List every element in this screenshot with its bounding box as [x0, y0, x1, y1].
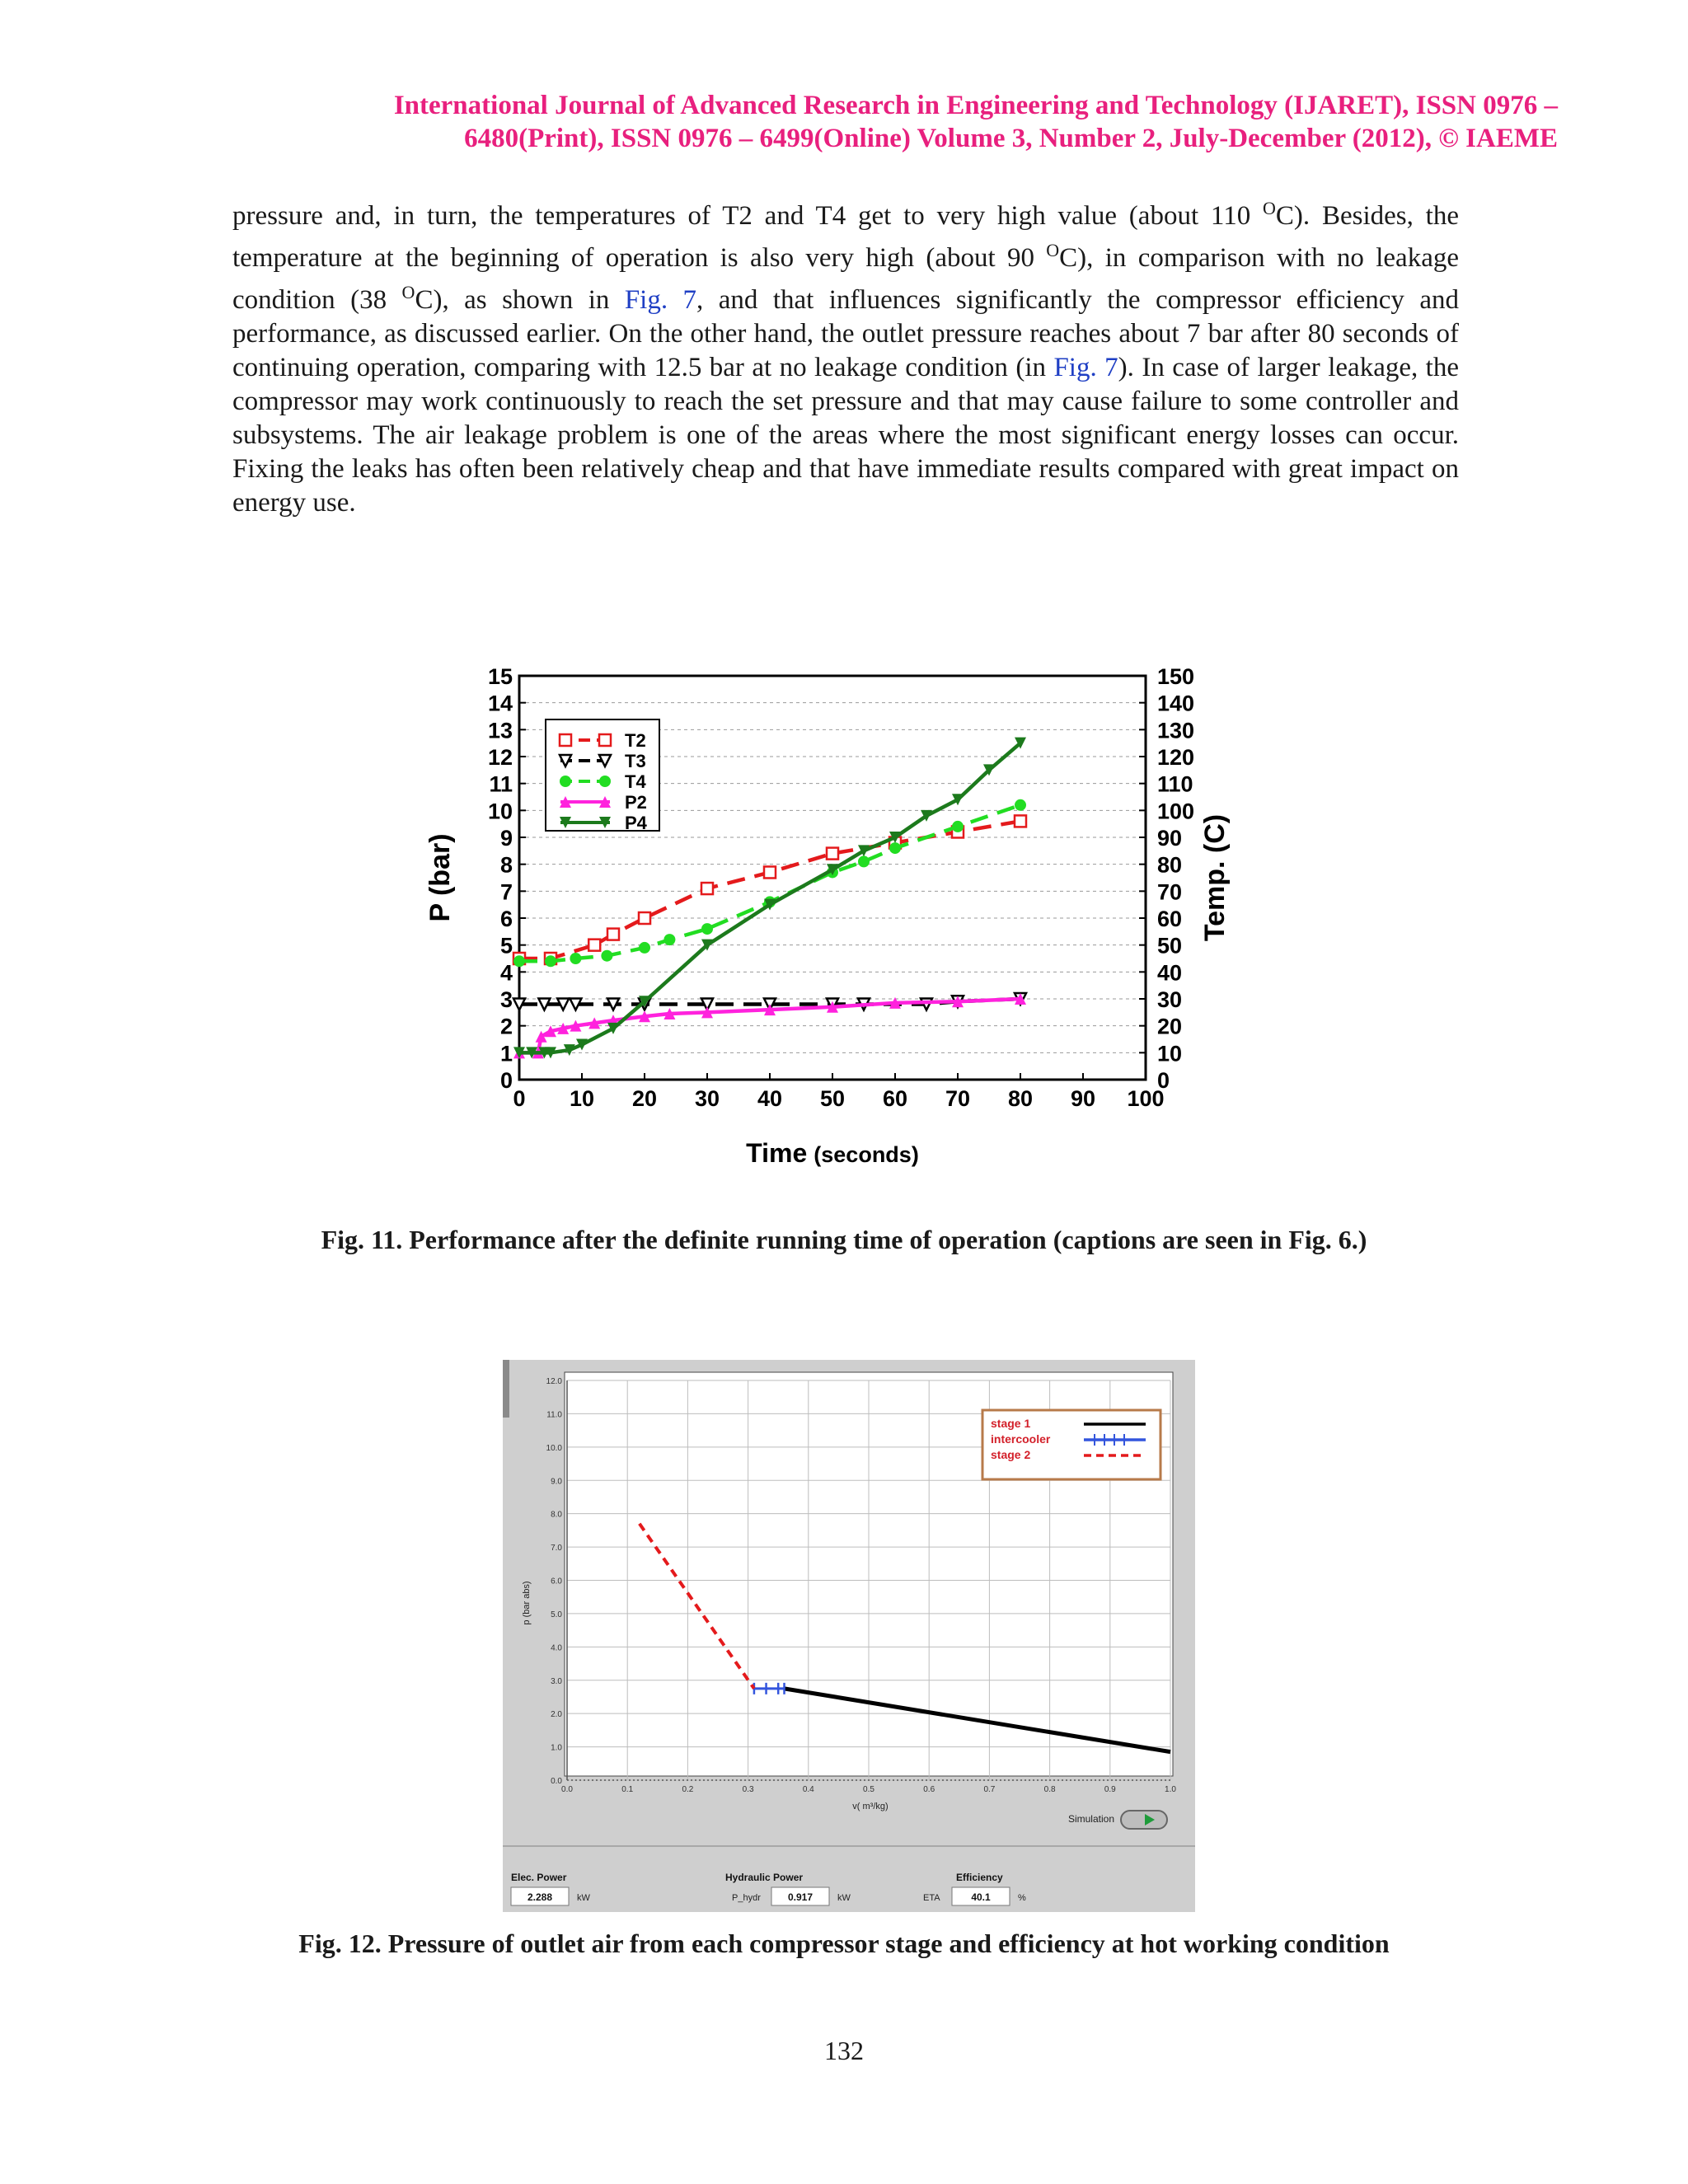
simulation-toggle-track	[1121, 1811, 1167, 1829]
legend-stage-1-label: stage 1	[991, 1417, 1031, 1430]
legend-stage-2-label: stage 2	[991, 1448, 1031, 1461]
degree-sup: O	[1263, 198, 1276, 218]
series-t2-point	[701, 883, 713, 894]
fig11-legend	[546, 719, 659, 833]
series-t4-point	[952, 821, 964, 832]
series-t4-point	[1015, 799, 1026, 811]
fig11-y2tick-label: 70	[1157, 879, 1183, 905]
fig11-y2tick-label: 100	[1157, 799, 1195, 824]
fig12-xtick-label: 0.0	[561, 1785, 573, 1794]
fig12-ytick-label: 6.0	[551, 1577, 562, 1586]
fig11-ytick-label: 13	[487, 718, 513, 743]
hydraulic-power-sub: P_hydr	[732, 1893, 761, 1903]
fig11-xtick-label: 50	[819, 1086, 846, 1111]
series-t2-point	[1015, 815, 1026, 827]
series-t4-point	[663, 934, 675, 945]
fig12-xtick-label: 0.6	[923, 1785, 935, 1794]
fig11-y2tick-label: 0	[1157, 1068, 1170, 1093]
fig11-y2tick-label: 110	[1157, 771, 1193, 797]
legend-t2-marker	[560, 734, 571, 746]
fig11-ytick-label: 5	[499, 933, 513, 958]
elec-power-unit: kW	[577, 1893, 590, 1903]
fig12-ytick-label: 11.0	[546, 1410, 562, 1420]
fig11-ytick-label: 10	[487, 799, 513, 824]
fig11-xtick-label: 0	[513, 1086, 526, 1111]
text-run: C), as shown in	[415, 285, 625, 315]
fig11-ytick-label: 15	[487, 664, 513, 689]
fig12-caption: Fig. 12. Pressure of outlet air from each compressor stage and efficiency at hot working condition	[298, 1929, 1390, 1958]
series-t4-point	[601, 950, 612, 962]
simulation-toggle[interactable]	[1121, 1811, 1167, 1829]
legend-p2-label: P2	[625, 792, 647, 813]
fig11-chart	[412, 651, 1231, 1179]
efficiency-value: 40.1	[971, 1891, 991, 1903]
fig11-ytick-label: 8	[499, 852, 513, 878]
legend-t3-label: T3	[625, 751, 646, 771]
fig11-xtick-label: 80	[1007, 1086, 1034, 1111]
series-t2-point	[764, 866, 776, 878]
degree-sup: O	[1046, 240, 1060, 260]
text-run: C), in comparison with no leakage condition (38	[232, 243, 1459, 315]
fig12-xtick-label: 0.5	[863, 1785, 874, 1794]
fig12-ytick-label: 8.0	[551, 1510, 562, 1520]
fig11-xlabel	[746, 1138, 919, 1168]
fig11-y2tick-label: 60	[1157, 907, 1183, 931]
fig12-ytick-label: 12.0	[546, 1377, 562, 1386]
journal-header	[132, 89, 1558, 155]
fig11-ytick-label: 2	[499, 1014, 513, 1039]
fig12-ylabel: p (bar abs)	[522, 1581, 532, 1625]
legend-t2-label: T2	[625, 730, 646, 751]
fig12-xtick-label: 0.3	[742, 1785, 754, 1794]
fig12-ytick-label: 1.0	[551, 1743, 562, 1753]
fig11-ytick-label: 11	[489, 771, 513, 797]
elec-power-value: 2.288	[527, 1891, 553, 1903]
fig12-ytick-label: 4.0	[551, 1643, 562, 1653]
series-t4-point	[858, 855, 870, 867]
legend-t4-label: T4	[625, 771, 646, 792]
fig12-xtick-label: 0.4	[802, 1785, 814, 1794]
fig7-link[interactable]: Fig. 7	[1053, 353, 1118, 382]
fig11-xtick-label: 20	[631, 1086, 658, 1111]
elec-power-label: Elec. Power	[511, 1872, 567, 1883]
text-run: , and that influences significantly the compressor efficiency and performance, as discussed earlier. On the other hand, the outlet pressure reaches about 7 bar after 80 seconds of continuing operation, comparing with 12.5 bar at no leakage condition (in	[232, 285, 1459, 382]
series-t4-point	[639, 942, 650, 954]
fig11-xtick-label: 90	[1070, 1086, 1096, 1111]
body-paragraph	[232, 191, 1459, 520]
series-t4-point	[513, 955, 525, 967]
fig12-ytick-label: 7.0	[551, 1544, 562, 1554]
fig11-caption: Fig. 11. Performance after the definite running time of operation (captions are seen in Fig. 6.)	[321, 1225, 1367, 1254]
fig11-ytick-label: 9	[499, 826, 513, 851]
fig12-scroll-handle	[503, 1360, 509, 1418]
fig12-ytick-label: 0.0	[551, 1777, 562, 1786]
fig11-xtick-label: 10	[569, 1086, 595, 1111]
text-run: ). In case of larger leakage, the compressor may work continuously to reach the set pressure and that may cause failure to some controller and subsystems. The air leakage problem is one of the areas where the most significant energy losses can occur. Fixing the leaks has often been relatively cheap and that have immediate results compared with great impact on energy use.	[232, 353, 1459, 518]
hydraulic-power-unit: kW	[837, 1893, 851, 1903]
fig11-y2tick-label: 40	[1157, 960, 1183, 986]
fig12-xtick-label: 0.8	[1043, 1785, 1056, 1794]
efficiency-unit: %	[1018, 1893, 1026, 1903]
fig11-y2tick-label: 140	[1157, 691, 1195, 716]
legend-p4-label: P4	[625, 813, 647, 833]
series-t4-point	[570, 953, 581, 964]
fig11-ytick-label: 0	[499, 1068, 513, 1093]
efficiency-label: Efficiency	[956, 1872, 1003, 1883]
legend-t4-marker	[599, 776, 611, 787]
fig11-y2tick-label: 30	[1157, 987, 1183, 1012]
text-run: C). Besides, the temperature at the beginning of operation is also very high (about 90	[232, 201, 1459, 273]
text-run: pressure and, in turn, the temperatures of T2 and T4 get to very high value (about 110	[232, 201, 1264, 231]
fig12-xtick-label: 0.1	[621, 1785, 634, 1794]
fig12-ytick-label: 3.0	[551, 1676, 562, 1686]
fig11-ytick-label: 14	[487, 691, 513, 716]
degree-sup: O	[401, 282, 415, 302]
fig11-y2tick-label: 120	[1157, 745, 1195, 770]
series-t4-point	[545, 955, 556, 967]
fig7-link[interactable]: Fig. 7	[624, 285, 697, 315]
fig11-xtick-label: 30	[694, 1086, 720, 1111]
header-line-2: 6480(Print), ISSN 0976 – 6499(Online) Volume 3, Number 2, July-December (2012), © IAEME	[464, 124, 1558, 153]
fig12-xtick-label: 1.0	[1165, 1785, 1176, 1794]
series-t2-point	[639, 912, 650, 924]
fig11-ytick-label: 7	[499, 879, 513, 905]
fig12-ytick-label: 9.0	[551, 1477, 562, 1487]
fig11-ytick-label: 6	[499, 907, 513, 931]
fig11-y2tick-label: 90	[1157, 826, 1183, 851]
fig11-y2tick-label: 20	[1157, 1014, 1183, 1039]
fig11-y2tick-label: 80	[1157, 852, 1183, 878]
header-line-1: International Journal of Advanced Research in Engineering and Technology (IJARET), ISSN 0976 –	[393, 91, 1558, 120]
fig11-xlabel-unit: (seconds)	[814, 1142, 919, 1167]
legend-t2-marker	[599, 734, 611, 746]
series-t2-point	[588, 940, 600, 951]
legend-t4-marker	[560, 776, 571, 787]
series-t4-point	[889, 842, 901, 854]
efficiency-sub: ETA	[923, 1893, 940, 1903]
fig12-xtick-label: 0.2	[682, 1785, 694, 1794]
fig11-y2tick-label: 150	[1157, 664, 1195, 689]
fig11-xtick-label: 100	[1127, 1086, 1165, 1111]
series-t2-point	[827, 848, 838, 860]
fig12-xtick-label: 0.7	[983, 1785, 996, 1794]
page-number: 132	[824, 2036, 864, 2065]
fig11-ytick-label: 3	[499, 987, 513, 1012]
fig12-panel	[503, 1360, 1195, 1912]
fig11-xtick-label: 60	[882, 1086, 908, 1111]
series-t4-point	[701, 923, 713, 935]
fig11-xlabel-main: Time	[746, 1138, 808, 1168]
hydraulic-power-value: 0.917	[787, 1891, 814, 1903]
fig12-xtick-label: 0.9	[1104, 1785, 1116, 1794]
fig11-y2tick-label: 130	[1157, 718, 1195, 743]
fig12-xlabel: v( m³/kg)	[852, 1802, 889, 1811]
fig11-y2tick-label: 10	[1157, 1041, 1183, 1066]
hydraulic-power-label: Hydraulic Power	[725, 1872, 804, 1883]
simulation-label: Simulation	[1067, 1813, 1114, 1825]
fig11-ylabel: P (bar)	[424, 833, 456, 922]
fig11-y2label: Temp. (C)	[1199, 813, 1231, 942]
fig11-ytick-label: 1	[499, 1041, 513, 1066]
series-t2-line	[519, 821, 1020, 958]
series-t2-point	[607, 929, 619, 940]
fig11-xtick-label: 70	[945, 1086, 971, 1111]
fig11-ytick-label: 4	[499, 960, 513, 986]
fig11-xtick-label: 40	[757, 1086, 783, 1111]
fig12-legend	[982, 1410, 1160, 1479]
fig11-ytick-label: 12	[487, 745, 513, 770]
fig11-y2tick-label: 50	[1157, 933, 1183, 958]
fig12-ytick-label: 10.0	[546, 1443, 562, 1453]
fig12-ytick-label: 2.0	[551, 1710, 562, 1720]
fig12-ytick-label: 5.0	[551, 1610, 562, 1619]
legend-intercooler-label: intercooler	[991, 1432, 1051, 1446]
